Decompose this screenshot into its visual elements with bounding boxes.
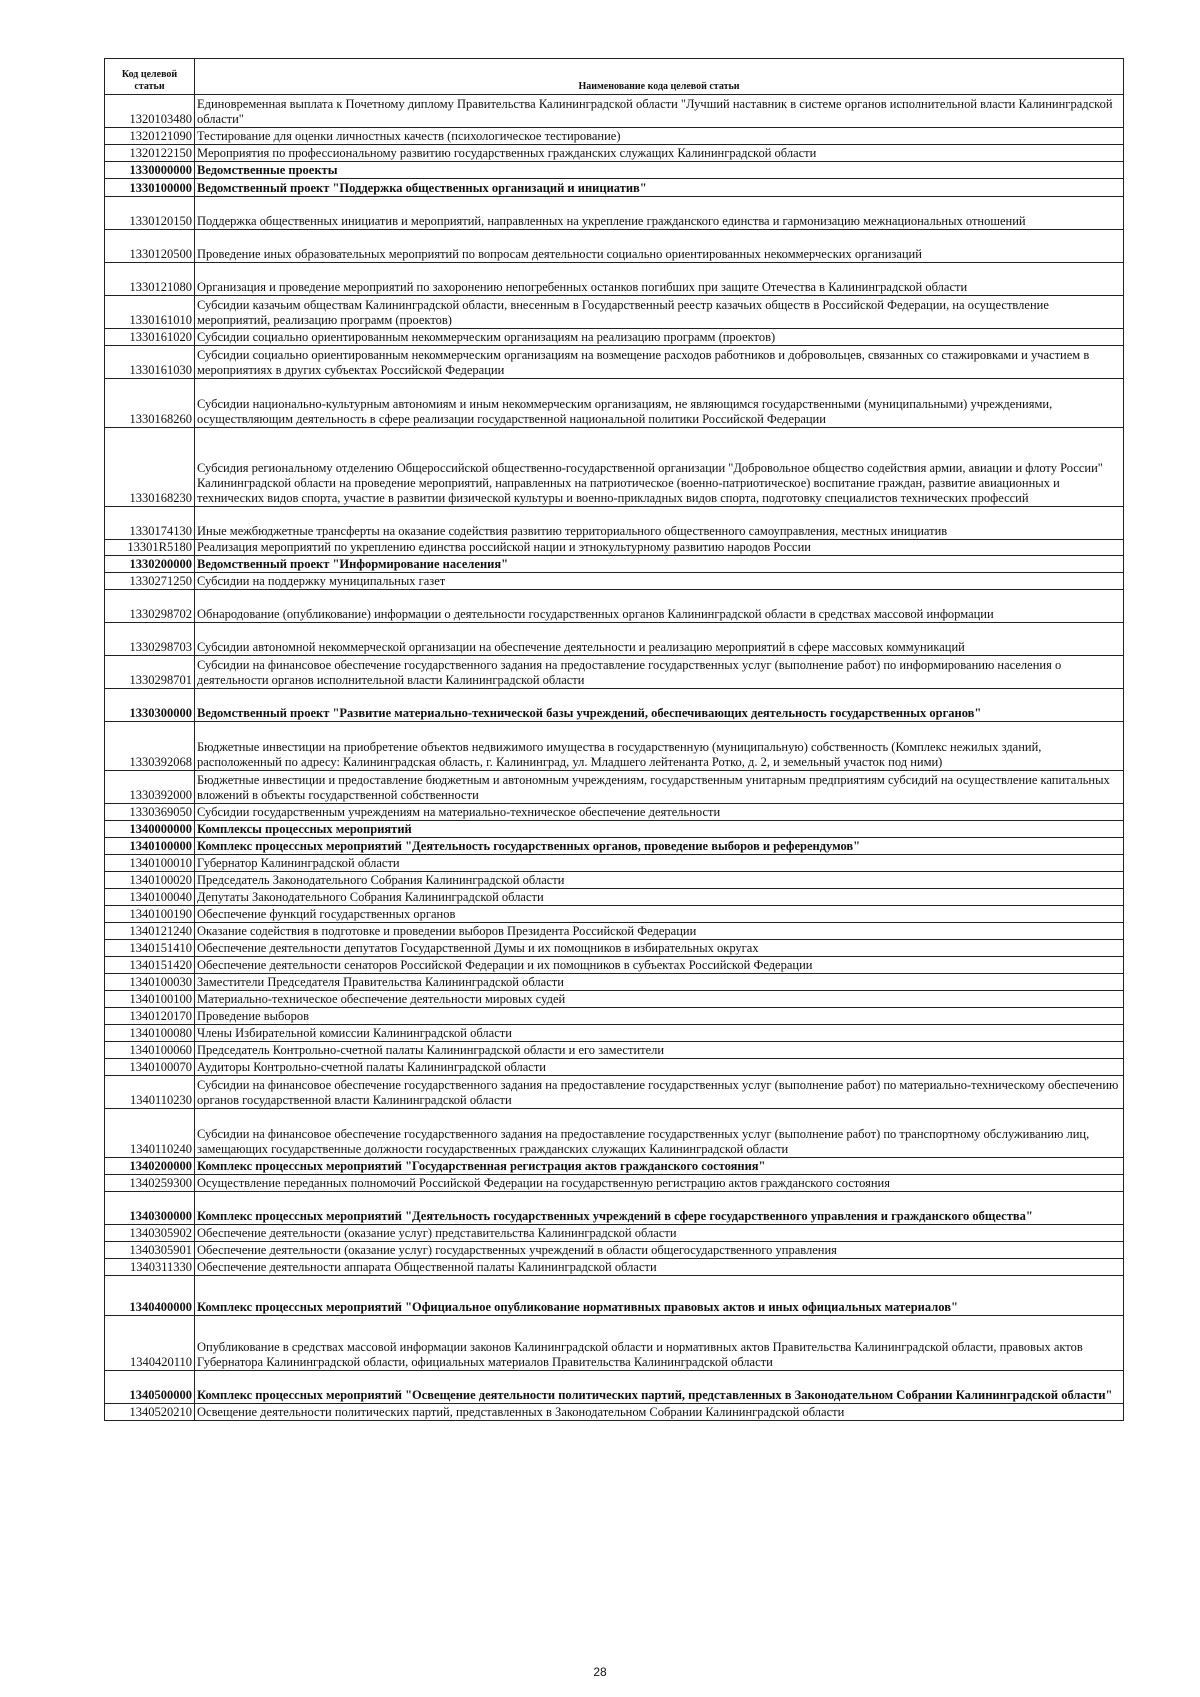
table-row xyxy=(105,556,1124,573)
target-name-cell: Субсидия региональному отделению Общероссийской общественно-государственной организации "Добровольное общество содействия армии, авиации и флоту России" Калининградской области на проведение мероприятий, направленных на патриотическое (военно-патриотическое) воспитание граждан, развитие авиационных и технических видов спорта, участие в развитии физической культуры и военно-прикладных видов спорта, подготовку специалистов технических профессий xyxy=(195,428,1124,507)
target-code-cell: 1340400000 xyxy=(105,1276,195,1316)
table-row xyxy=(105,1025,1124,1042)
table-row xyxy=(105,872,1124,889)
target-code-cell: 1330120500 xyxy=(105,230,195,263)
target-code-cell: 1340121240 xyxy=(105,923,195,940)
table-row xyxy=(105,957,1124,974)
target-name-cell: Проведение выборов xyxy=(195,1008,1124,1025)
target-name-cell: Председатель Контрольно-счетной палаты Калининградской области и его заместители xyxy=(195,1042,1124,1059)
target-name-cell: Обеспечение функций государственных органов xyxy=(195,906,1124,923)
target-code-cell: 1330298702 xyxy=(105,590,195,623)
target-name-cell: Ведомственный проект "Развитие материально-технической базы учреждений, обеспечивающих деятельность государственных органов" xyxy=(195,689,1124,722)
target-name-cell: Председатель Законодательного Собрания Калининградской области xyxy=(195,872,1124,889)
target-code-cell: 1340100000 xyxy=(105,838,195,855)
target-name-cell: Тестирование для оценки личностных качеств (психологическое тестирование) xyxy=(195,128,1124,145)
target-name-cell: Проведение иных образовательных мероприятий по вопросам деятельности социально ориентированных некоммерческих организаций xyxy=(195,230,1124,263)
target-code-cell: 1330200000 xyxy=(105,556,195,573)
target-name-cell: Обеспечение деятельности аппарата Общественной палаты Калининградской области xyxy=(195,1259,1124,1276)
target-code-cell: 1340200000 xyxy=(105,1158,195,1175)
target-code-cell: 1330161020 xyxy=(105,329,195,346)
table-row xyxy=(105,507,1124,540)
target-code-cell: 1340100100 xyxy=(105,991,195,1008)
target-code-cell: 1340500000 xyxy=(105,1371,195,1404)
table-row xyxy=(105,940,1124,957)
table-row xyxy=(105,128,1124,145)
target-name-cell: Заместители Председателя Правительства Калининградской области xyxy=(195,974,1124,991)
target-name-cell: Комплекс процессных мероприятий "Деятельность государственных учреждений в сфере государственного управления и гражданского общества" xyxy=(195,1192,1124,1225)
target-name-cell: Аудиторы Контрольно-счетной палаты Калининградской области xyxy=(195,1059,1124,1076)
target-code-cell: 1330369050 xyxy=(105,804,195,821)
table-row xyxy=(105,1404,1124,1421)
target-name-cell: Мероприятия по профессиональному развитию государственных гражданских служащих Калининградской области xyxy=(195,145,1124,162)
target-code-cell: 1340110230 xyxy=(105,1076,195,1109)
table-row xyxy=(105,1316,1124,1371)
target-name-cell: Осуществление переданных полномочий Российской Федерации на государственную регистрацию актов гражданского состояния xyxy=(195,1175,1124,1192)
target-code-cell: 1320121090 xyxy=(105,128,195,145)
target-name-cell: Комплекс процессных мероприятий "Государственная регистрация актов гражданского состояния" xyxy=(195,1158,1124,1175)
target-name-cell: Поддержка общественных инициатив и мероприятий, направленных на укрепление гражданского единства и гармонизацию межнациональных отношений xyxy=(195,197,1124,230)
table-row xyxy=(105,95,1124,128)
target-name-cell: Организация и проведение мероприятий по захоронению непогребенных останков погибших при защите Отечества в Калининградской области xyxy=(195,263,1124,296)
target-code-cell: 1340100040 xyxy=(105,889,195,906)
table-row xyxy=(105,1192,1124,1225)
target-code-cell: 1340300000 xyxy=(105,1192,195,1225)
target-code-cell: 1340311330 xyxy=(105,1259,195,1276)
target-code-cell: 1340420110 xyxy=(105,1316,195,1371)
table-row xyxy=(105,906,1124,923)
target-name-cell: Ведомственные проекты xyxy=(195,162,1124,179)
table-row xyxy=(105,1242,1124,1259)
target-article-codes-table xyxy=(104,58,1124,1421)
target-name-cell: Субсидии на финансовое обеспечение государственного задания на предоставление государственных услуг (выполнение работ) по информированию населения о деятельности органов исполнительной власти Калининградской области xyxy=(195,656,1124,689)
target-name-cell: Депутаты Законодательного Собрания Калининградской области xyxy=(195,889,1124,906)
table-row xyxy=(105,722,1124,771)
target-code-cell: 1340100020 xyxy=(105,872,195,889)
target-name-cell: Ведомственный проект "Информирование населения" xyxy=(195,556,1124,573)
target-name-cell: Обеспечение деятельности (оказание услуг) государственных учреждений в области общегосударственного управления xyxy=(195,1242,1124,1259)
target-name-cell: Оказание содействия в подготовке и проведении выборов Президента Российской Федерации xyxy=(195,923,1124,940)
target-code-cell: 1330168230 xyxy=(105,428,195,507)
target-name-cell: Субсидии социально ориентированным некоммерческим организациям на возмещение расходов работников и добровольцев, связанных со стажировками и участием в мероприятиях в других субъектах Российской Федерации xyxy=(195,346,1124,379)
target-name-cell: Материально-техническое обеспечение деятельности мировых судей xyxy=(195,991,1124,1008)
table-row xyxy=(105,991,1124,1008)
target-name-cell: Субсидии национально-культурным автономиям и иным некоммерческим организациям, не являющимся государственными (муниципальными) учреждениями, осуществляющим деятельность в сфере реализации государственной национальной политики Российской Федерации xyxy=(195,379,1124,428)
table-row xyxy=(105,889,1124,906)
target-code-cell: 1330120150 xyxy=(105,197,195,230)
table-row xyxy=(105,771,1124,804)
table-row xyxy=(105,230,1124,263)
table-row xyxy=(105,1076,1124,1109)
target-name-cell: Комплексы процессных мероприятий xyxy=(195,821,1124,838)
table-row xyxy=(105,263,1124,296)
table-row xyxy=(105,974,1124,991)
code-column-header: Код целевой статьи xyxy=(105,59,195,95)
table-row xyxy=(105,923,1124,940)
table-row xyxy=(105,821,1124,838)
page-number: 28 xyxy=(593,1665,607,1679)
table-row xyxy=(105,1008,1124,1025)
target-code-cell: 13301R5180 xyxy=(105,540,195,556)
target-code-cell: 1330298703 xyxy=(105,623,195,656)
target-code-cell: 1340151420 xyxy=(105,957,195,974)
target-code-cell: 1340110240 xyxy=(105,1109,195,1158)
target-code-cell: 1330161010 xyxy=(105,296,195,329)
target-name-cell: Субсидии на поддержку муниципальных газет xyxy=(195,573,1124,590)
table-row xyxy=(105,573,1124,590)
target-name-cell: Бюджетные инвестиции и предоставление бюджетным и автономным учреждениям, государственным унитарным предприятиям субсидий на осуществление капитальных вложений в объекты государственной собственности xyxy=(195,771,1124,804)
target-name-cell: Единовременная выплата к Почетному диплому Правительства Калининградской области "Лучший наставник в системе органов исполнительной власти Калининградской области" xyxy=(195,95,1124,128)
target-name-cell: Освещение деятельности политических партий, представленных в Законодательном Собрании Калининградской области xyxy=(195,1404,1124,1421)
target-name-cell: Иные межбюджетные трансферты на оказание содействия развитию территориального общественного самоуправления, местных инициатив xyxy=(195,507,1124,540)
target-name-cell: Субсидии государственным учреждениям на материально-техническое обеспечение деятельности xyxy=(195,804,1124,821)
target-name-cell: Субсидии социально ориентированным некоммерческим организациям на реализацию программ (проектов) xyxy=(195,329,1124,346)
target-code-cell: 1330298701 xyxy=(105,656,195,689)
target-code-cell: 1340100030 xyxy=(105,974,195,991)
target-code-cell: 1330392000 xyxy=(105,771,195,804)
target-name-cell: Реализация мероприятий по укреплению единства российской нации и этнокультурному развитию народов России xyxy=(195,540,1124,556)
target-name-cell: Бюджетные инвестиции на приобретение объектов недвижимого имущества в государственную (муниципальную) собственность (Комплекс нежилых зданий, расположенный по адресу: Калининградская область, г. Калининград, ул. Младшего лейтенанта Ротко, д. 2, и земельный участок под ними) xyxy=(195,722,1124,771)
table-row xyxy=(105,1158,1124,1175)
target-name-cell: Комплекс процессных мероприятий "Деятельность государственных органов, проведение выборов и референдумов" xyxy=(195,838,1124,855)
name-column-header: Наименование кода целевой статьи xyxy=(195,59,1124,95)
target-code-cell: 1330271250 xyxy=(105,573,195,590)
target-code-cell: 1330300000 xyxy=(105,689,195,722)
table-row xyxy=(105,1371,1124,1404)
table-row xyxy=(105,379,1124,428)
table-row xyxy=(105,540,1124,556)
target-name-cell: Губернатор Калининградской области xyxy=(195,855,1124,872)
target-name-cell: Субсидии казачьим обществам Калининградской области, внесенным в Государственный реестр казачьих обществ в Российской Федерации, на осуществление мероприятий, реализацию программ (проектов) xyxy=(195,296,1124,329)
target-code-cell: 1340151410 xyxy=(105,940,195,957)
table-row xyxy=(105,1109,1124,1158)
table-row xyxy=(105,296,1124,329)
target-code-cell: 1340100060 xyxy=(105,1042,195,1059)
table-row xyxy=(105,329,1124,346)
table-row xyxy=(105,1276,1124,1316)
target-code-cell: 1330121080 xyxy=(105,263,195,296)
table-row xyxy=(105,1259,1124,1276)
target-code-cell: 1340000000 xyxy=(105,821,195,838)
target-name-cell: Опубликование в средствах массовой информации законов Калининградской области и нормативных актов Правительства Калининградской области, правовых актов Губернатора Калининградской области, официальных материалов Правительства Калининградской области xyxy=(195,1316,1124,1371)
table-header-row xyxy=(105,59,1124,95)
table-row xyxy=(105,1175,1124,1192)
target-name-cell: Члены Избирательной комиссии Калининградской области xyxy=(195,1025,1124,1042)
table-row xyxy=(105,804,1124,821)
target-name-cell: Обеспечение деятельности депутатов Государственной Думы и их помощников в избирательных округах xyxy=(195,940,1124,957)
target-code-cell: 1340305901 xyxy=(105,1242,195,1259)
target-name-cell: Субсидии автономной некоммерческой организации на обеспечение деятельности и реализацию мероприятий в сфере массовых коммуникаций xyxy=(195,623,1124,656)
table-row xyxy=(105,428,1124,507)
target-code-cell: 1340100070 xyxy=(105,1059,195,1076)
target-code-cell: 1340259300 xyxy=(105,1175,195,1192)
target-name-cell: Субсидии на финансовое обеспечение государственного задания на предоставление государственных услуг (выполнение работ) по транспортному обслуживанию лиц, замещающих государственные должности государственных гражданских служащих Калининградской области xyxy=(195,1109,1124,1158)
target-code-cell: 1330174130 xyxy=(105,507,195,540)
table-row xyxy=(105,838,1124,855)
target-code-cell: 1340100190 xyxy=(105,906,195,923)
target-name-cell: Обеспечение деятельности (оказание услуг) представительства Калининградской области xyxy=(195,1225,1124,1242)
target-code-cell: 1330100000 xyxy=(105,179,195,197)
target-name-cell: Ведомственный проект "Поддержка общественных организаций и инициатив" xyxy=(195,179,1124,197)
table-row xyxy=(105,1059,1124,1076)
table-row xyxy=(105,197,1124,230)
target-code-cell: 1340520210 xyxy=(105,1404,195,1421)
target-code-cell: 1340305902 xyxy=(105,1225,195,1242)
table-row xyxy=(105,689,1124,722)
target-name-cell: Обнародование (опубликование) информации о деятельности государственных органов Калининградской области в средствах массовой информации xyxy=(195,590,1124,623)
table-row xyxy=(105,145,1124,162)
target-name-cell: Комплекс процессных мероприятий "Официальное опубликование нормативных правовых актов и иных официальных материалов" xyxy=(195,1276,1124,1316)
table-row xyxy=(105,346,1124,379)
table-row xyxy=(105,656,1124,689)
table-row xyxy=(105,590,1124,623)
target-name-cell: Обеспечение деятельности сенаторов Российской Федерации и их помощников в субъектах Российской Федерации xyxy=(195,957,1124,974)
table-row xyxy=(105,855,1124,872)
target-code-cell: 1330168260 xyxy=(105,379,195,428)
target-name-cell: Субсидии на финансовое обеспечение государственного задания на предоставление государственных услуг (выполнение работ) по материально-техническому обеспечению органов государственной власти Калининградской области xyxy=(195,1076,1124,1109)
target-code-cell: 1340100080 xyxy=(105,1025,195,1042)
target-code-cell: 1340100010 xyxy=(105,855,195,872)
target-name-cell: Комплекс процессных мероприятий "Освещение деятельности политических партий, представленных в Законодательном Собрании Калининградской области" xyxy=(195,1371,1124,1404)
table-row xyxy=(105,162,1124,179)
target-code-cell: 1320122150 xyxy=(105,145,195,162)
target-code-cell: 1330161030 xyxy=(105,346,195,379)
target-code-cell: 1330392068 xyxy=(105,722,195,771)
table-row xyxy=(105,623,1124,656)
table-row xyxy=(105,1225,1124,1242)
table-row xyxy=(105,179,1124,197)
target-code-cell: 1330000000 xyxy=(105,162,195,179)
table-row xyxy=(105,1042,1124,1059)
target-code-cell: 1320103480 xyxy=(105,95,195,128)
table-body xyxy=(105,95,1124,1421)
target-code-cell: 1340120170 xyxy=(105,1008,195,1025)
